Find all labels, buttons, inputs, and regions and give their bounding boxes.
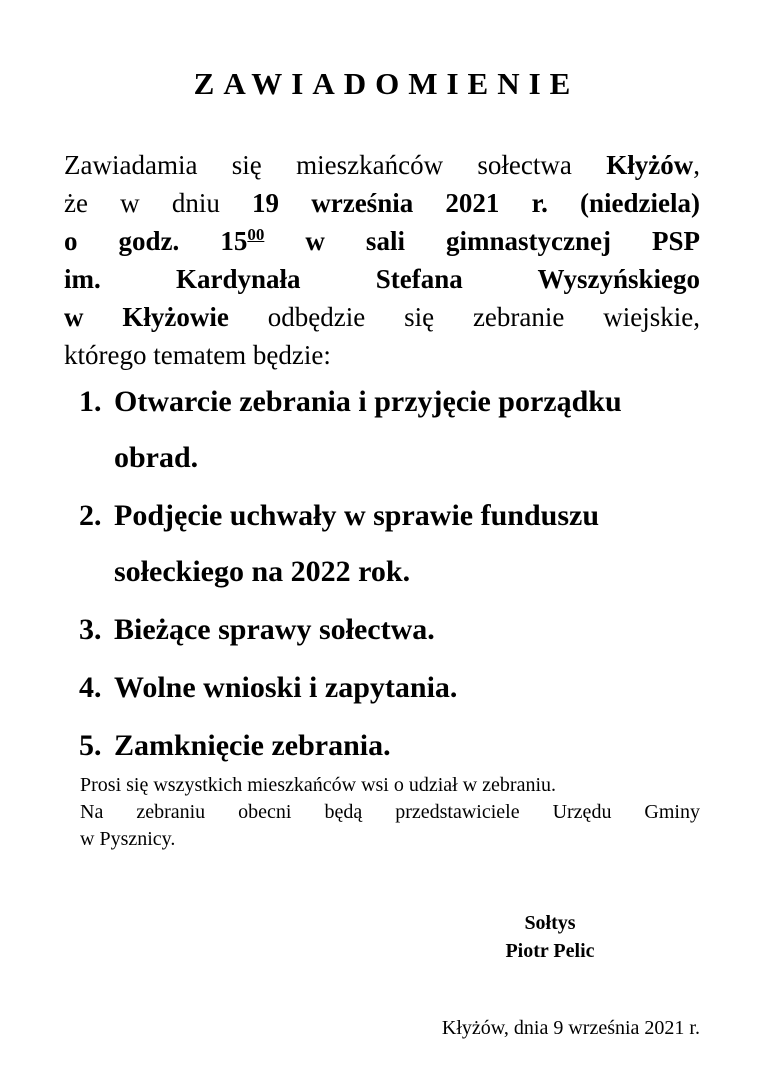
- intro-text: odbędzie się zebranie wiejskie,: [228, 302, 700, 332]
- agenda-item: [0, 602, 764, 658]
- closing-line-2: Na zebraniu obecni będą przedstawiciele Urzędu Gminy: [80, 801, 700, 823]
- intro-paragraph: [64, 146, 700, 374]
- closing-paragraph: [80, 772, 700, 853]
- agenda-item: [0, 488, 764, 600]
- agenda-item-text: Bieżące sprawy sołectwa.: [114, 613, 435, 646]
- agenda-item-number: 2.: [79, 499, 102, 532]
- meeting-place: w sali gimnastycznej PSP: [264, 226, 700, 256]
- agenda-item-number: 4.: [79, 671, 102, 704]
- meeting-date: 19 września 2021 r. (niedziela): [252, 188, 701, 218]
- agenda-list: [0, 374, 764, 776]
- agenda-item-text: Podjęcie uchwały w sprawie funduszu sołeckiego na 2022 rok.: [114, 499, 600, 588]
- agenda-item-text: Zamknięcie zebrania.: [114, 729, 391, 762]
- intro-line-5: [64, 298, 700, 336]
- agenda-item: [0, 718, 764, 774]
- agenda-item-text: Otwarcie zebrania i przyjęcie porządku obrad.: [114, 385, 622, 474]
- closing-line-3: w Pysznicy.: [80, 828, 176, 850]
- place-and-date: Kłyżów, dnia 9 września 2021 r.: [441, 1017, 700, 1039]
- agenda-item-number: 5.: [79, 729, 102, 762]
- signature-block: [470, 909, 630, 965]
- intro-line-1: [64, 146, 700, 184]
- agenda-item-number: 3.: [79, 613, 102, 646]
- agenda-item-number: 1.: [79, 385, 102, 418]
- signature-name: Piotr Pelic: [505, 940, 595, 962]
- intro-line-3: [64, 222, 700, 260]
- intro-line-2: [64, 184, 700, 222]
- signature-role: Sołtys: [524, 912, 576, 934]
- closing-line-1: Prosi się wszystkich mieszkańców wsi o udział w zebraniu.: [80, 774, 557, 796]
- intro-line-6: którego tematem będzie:: [64, 340, 331, 370]
- agenda-item: [0, 660, 764, 716]
- village-name: Kłyżów: [606, 150, 694, 180]
- intro-text: że w dniu: [64, 188, 253, 218]
- intro-text: ,: [693, 150, 700, 180]
- agenda-item: [0, 374, 764, 486]
- document-title: ZAWIADOMIENIE: [193, 66, 580, 101]
- school-name: im. Kardynała Stefana Wyszyńskiego: [64, 264, 700, 294]
- intro-text: Zawiadamia się mieszkańców sołectwa: [64, 150, 607, 180]
- agenda-item-text: Wolne wnioski i zapytania.: [114, 671, 458, 704]
- meeting-time: o godz. 15: [64, 226, 248, 256]
- intro-line-4: [64, 260, 700, 298]
- meeting-time-minutes: 00: [247, 225, 265, 244]
- meeting-location: w Kłyżowie: [64, 302, 229, 332]
